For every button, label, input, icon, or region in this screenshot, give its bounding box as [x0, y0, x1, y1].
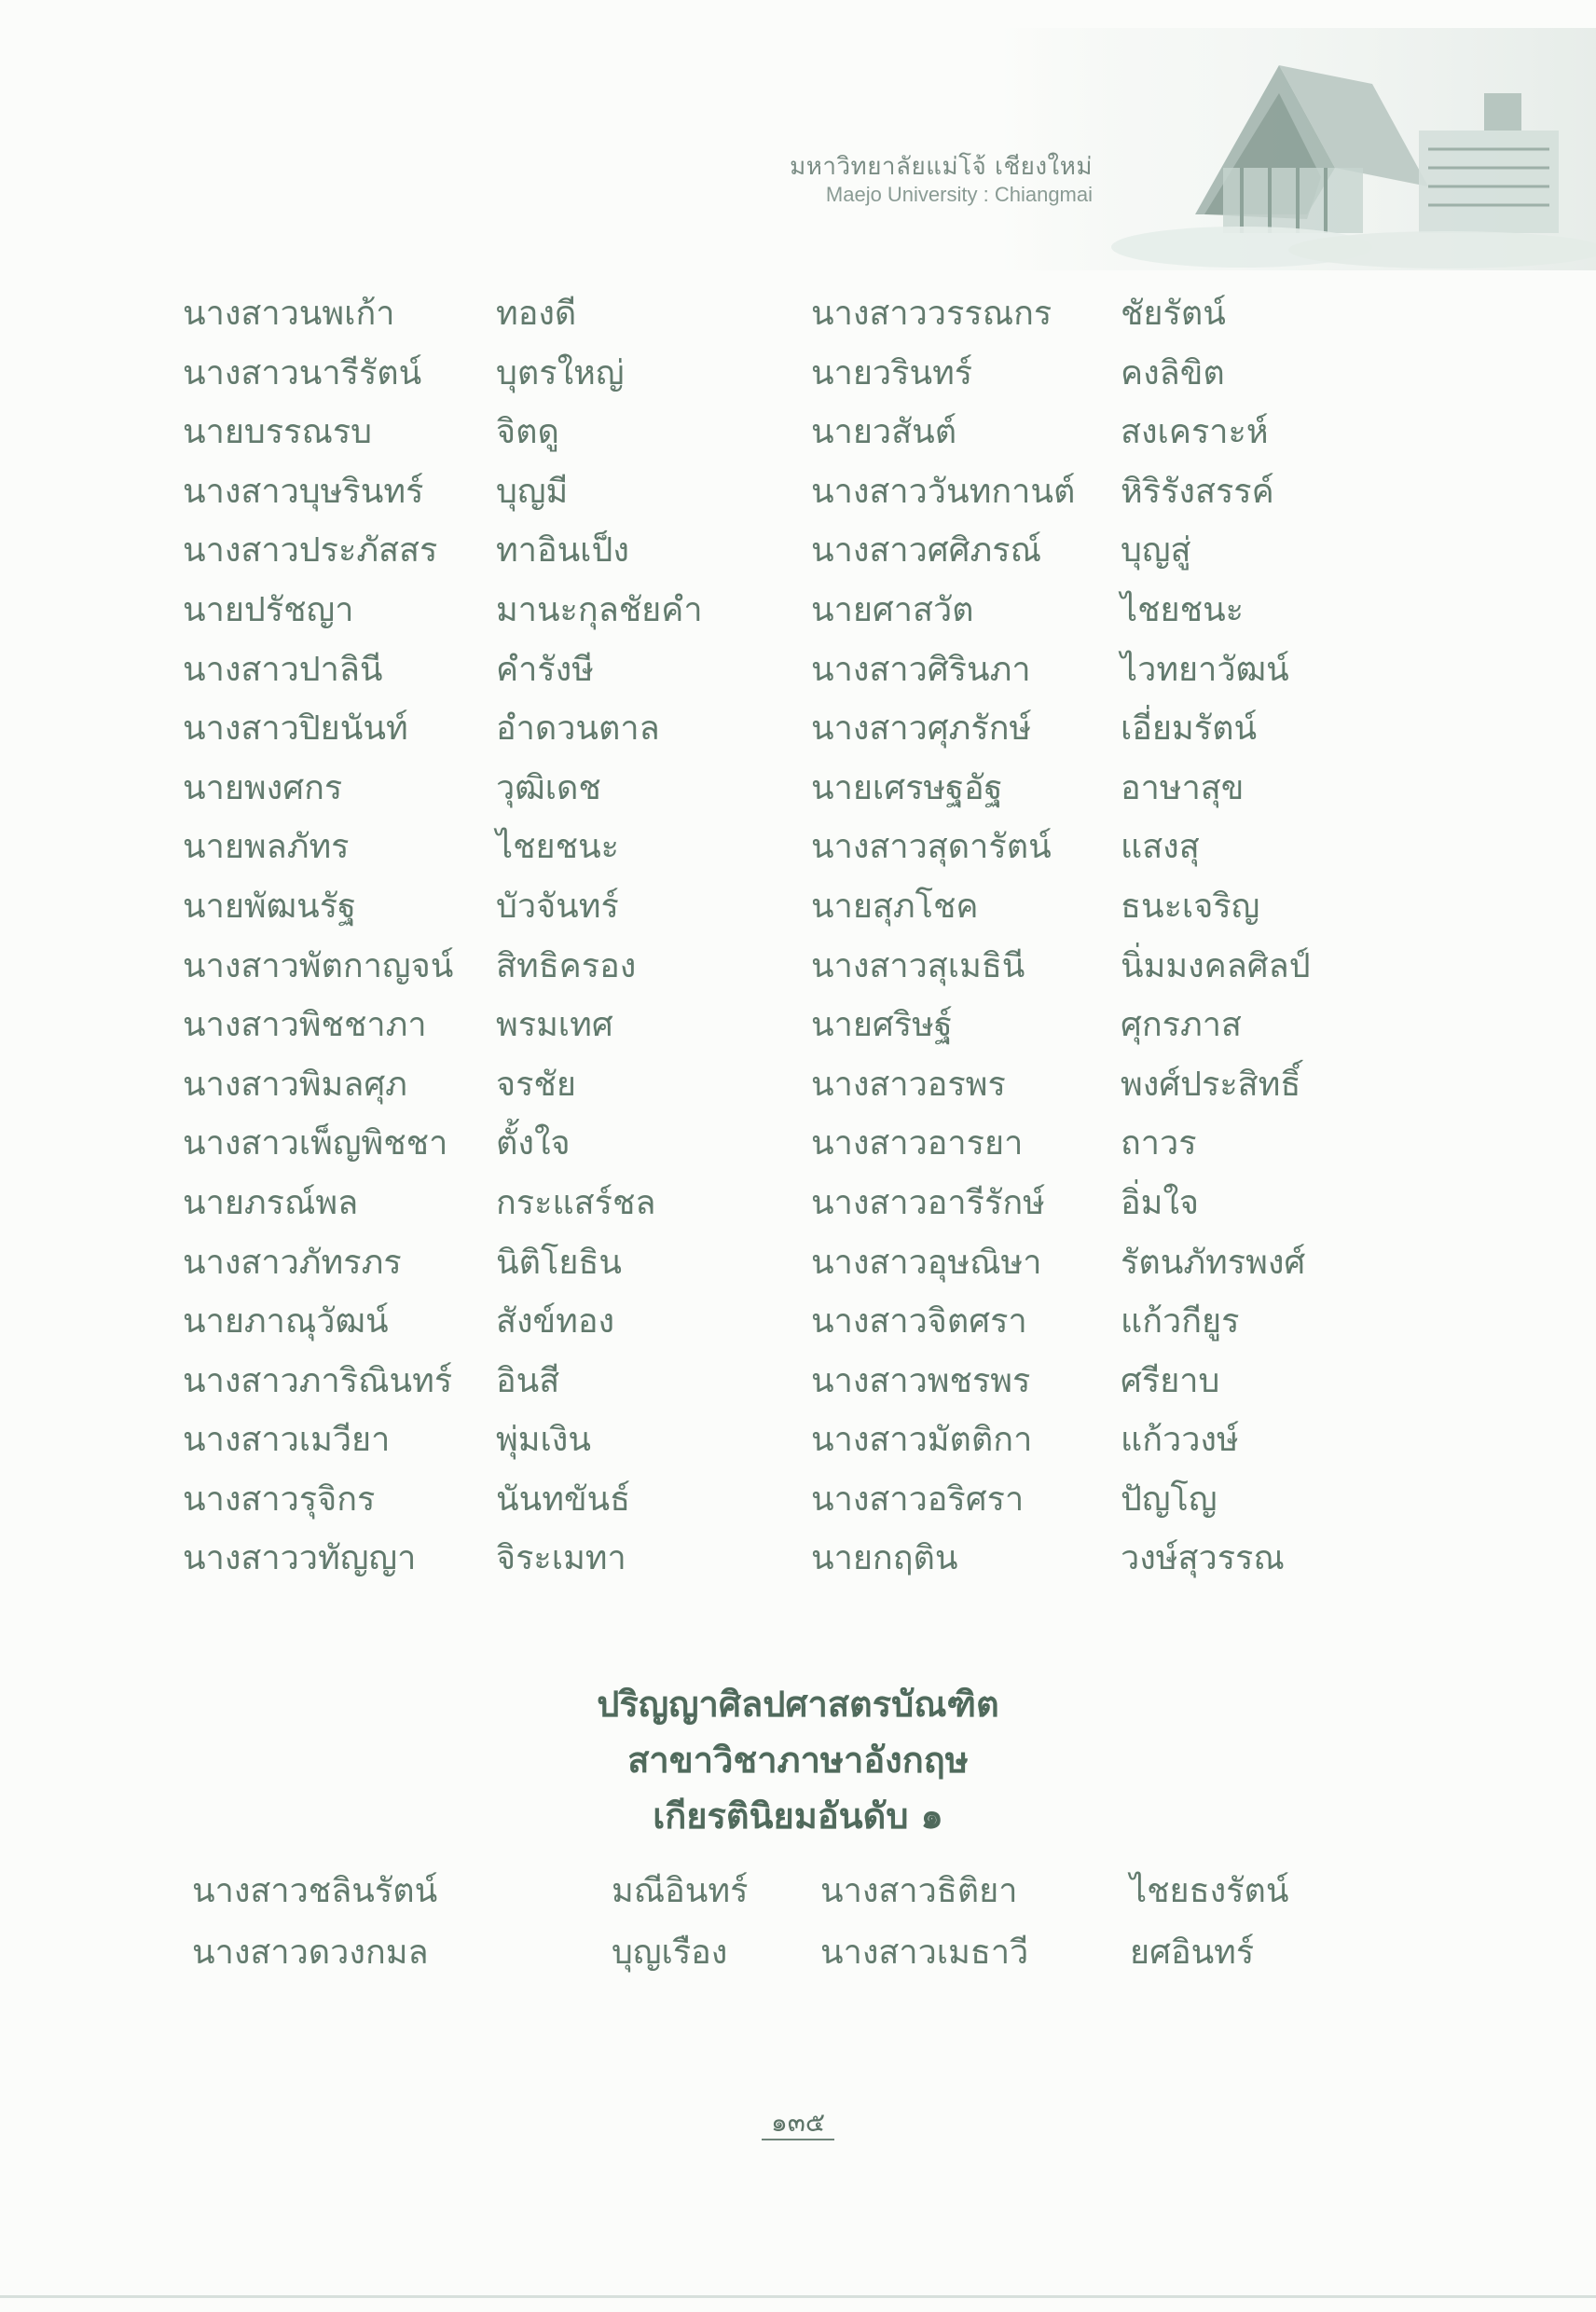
first-name: นายวสันต์ — [811, 413, 957, 452]
first-name: นางสาวศุภรักษ์ — [811, 709, 1032, 749]
last-name: พงศ์ประสิทธิ์ — [1121, 1065, 1301, 1104]
last-name: มณีอินทร์ — [612, 1872, 749, 1910]
last-name: บุญเรือง — [612, 1934, 728, 1972]
last-name: บุตรใหญ่ — [496, 353, 625, 392]
last-name: ถาวร — [1121, 1124, 1197, 1163]
last-name: นิ่มมงคลศิลป์ — [1121, 946, 1311, 985]
last-name: สังข์ทอง — [496, 1302, 615, 1342]
last-name: ไชยธงรัตน์ — [1130, 1872, 1289, 1910]
first-name: นางสาวนพเก้า — [183, 295, 395, 333]
page-number-text: ๑๓๕ — [762, 2107, 834, 2140]
bottom-divider — [0, 2295, 1596, 2298]
last-name: วุฒิเดช — [496, 768, 601, 807]
last-name: ทองดี — [496, 295, 577, 333]
last-name: ศุกรภาส — [1121, 1006, 1242, 1045]
first-name: นางสาวประภัสสร — [183, 531, 438, 571]
page-number — [0, 2107, 1596, 2140]
name-row — [0, 764, 1596, 823]
first-name: นางสาวอริศรา — [811, 1479, 1025, 1519]
first-name: นางสาวบุษรินทร์ — [183, 472, 424, 511]
last-name: แสงสุ — [1121, 828, 1200, 867]
first-name: นางสาวเพ็ญพิชชา — [183, 1124, 448, 1163]
last-name: วงษ์สุวรรณ — [1121, 1539, 1285, 1578]
last-name: กระแสร์ชล — [496, 1183, 656, 1222]
last-name: ปัญโญ — [1121, 1479, 1218, 1519]
last-name: นันทขันธ์ — [496, 1479, 631, 1519]
honors-name-list — [0, 1866, 1596, 1989]
last-name: รัตนภัทรพงศ์ — [1121, 1243, 1306, 1282]
first-name: นายสุภโชค — [811, 887, 979, 926]
last-name: สงเคราะห์ — [1121, 413, 1269, 452]
first-name: นายภรณ์พล — [183, 1183, 359, 1222]
first-name: นายวรินทร์ — [811, 353, 973, 392]
name-row — [0, 1297, 1596, 1356]
name-row — [0, 882, 1596, 942]
last-name: บุญมี — [496, 472, 569, 511]
name-row — [0, 645, 1596, 705]
last-name: ไชยชนะ — [496, 828, 620, 867]
first-name: นางสาวชลินรัตน์ — [192, 1872, 438, 1910]
university-name-thai: มหาวิทยาลัยแม่โจ้ เชียงใหม่ — [790, 153, 1093, 181]
last-name: บัวจันทร์ — [496, 887, 619, 926]
name-row — [0, 1119, 1596, 1178]
first-name: นางสาวเมธาวี — [820, 1934, 1029, 1972]
last-name: แก้วกียูร — [1121, 1302, 1240, 1342]
last-name: ยศอินทร์ — [1130, 1934, 1255, 1972]
last-name: สิทธิครอง — [496, 946, 637, 985]
name-row — [0, 1178, 1596, 1238]
first-name: นางสาวภาริณินทร์ — [183, 1361, 453, 1400]
first-name: นางสาววันทกานต์ — [811, 472, 1076, 511]
name-row — [0, 1415, 1596, 1475]
name-row — [0, 585, 1596, 645]
last-name: ไชยชนะ — [1121, 590, 1245, 629]
first-name: นายศริษฐ์ — [811, 1006, 953, 1045]
first-name: นายศาสวัต — [811, 590, 974, 629]
first-name: นางสาวพิชชาภา — [183, 1006, 427, 1045]
first-name: นางสาวมัตติกา — [811, 1421, 1033, 1460]
last-name: เอี่ยมรัตน์ — [1121, 709, 1258, 749]
name-row — [0, 1475, 1596, 1534]
name-row — [0, 349, 1596, 408]
last-name: อำดวนตาล — [496, 709, 660, 749]
last-name: พรมเทศ — [496, 1006, 613, 1045]
last-name: ไวทยาวัฒน์ — [1121, 650, 1289, 689]
last-name: จิตดู — [496, 413, 559, 452]
honors-title: เกียรตินิยมอันดับ ๑ — [653, 1796, 943, 1837]
first-name: นางสาวพชรพร — [811, 1361, 1031, 1400]
last-name: ทาอินเป็ง — [496, 531, 629, 571]
name-row — [0, 704, 1596, 764]
first-name: นางสาวนารีรัตน์ — [183, 353, 422, 392]
major-title: สาขาวิชาภาษาอังกฤษ — [627, 1740, 969, 1781]
first-name: นางสาวภัทรภร — [183, 1243, 402, 1282]
name-row — [0, 1238, 1596, 1298]
first-name: นายพัฒนรัฐ — [183, 887, 356, 926]
first-name: นางสาวอุษณิษา — [811, 1243, 1042, 1282]
last-name: นิติโยธิน — [496, 1243, 622, 1282]
last-name: หิริรังสรรค์ — [1121, 472, 1274, 511]
last-name: มานะกุลชัยคำ — [496, 590, 703, 629]
last-name: จรชัย — [496, 1065, 576, 1104]
last-name: อินสี — [496, 1361, 560, 1400]
name-row — [0, 942, 1596, 1001]
first-name: นางสาวพัตกาญจน์ — [183, 946, 454, 985]
first-name: นางสาวสุเมธินี — [811, 946, 1025, 985]
first-name: นางสาวศศิภรณ์ — [811, 531, 1041, 571]
first-name: นางสาวอรพร — [811, 1065, 1006, 1104]
first-name: นางสาวอารีรักษ์ — [811, 1183, 1045, 1222]
first-name: นางสาวธิติยา — [820, 1872, 1018, 1910]
last-name: ชัยรัตน์ — [1121, 295, 1226, 333]
first-name: นางสาวศิรินภา — [811, 650, 1031, 689]
first-name: นายภาณุวัฒน์ — [183, 1302, 389, 1342]
last-name: ตั้งใจ — [496, 1124, 571, 1163]
name-row — [0, 1000, 1596, 1060]
first-name: นางสาวจิตศรา — [811, 1302, 1027, 1342]
first-name: นายพงศกร — [183, 768, 343, 807]
last-name: คำรังษี — [496, 650, 594, 689]
first-name: นางสาวดวงกมล — [192, 1934, 429, 1972]
first-name: นางสาวปิยนันท์ — [183, 709, 408, 749]
name-row — [0, 1928, 1596, 1989]
first-name: นางสาววทัญญา — [183, 1539, 417, 1578]
first-name: นางสาวเมวียา — [183, 1421, 391, 1460]
last-name: คงลิขิต — [1121, 353, 1225, 392]
first-name: นายกฤติน — [811, 1539, 958, 1578]
name-row — [0, 467, 1596, 527]
first-name: นางสาวอารยา — [811, 1124, 1024, 1163]
name-row — [0, 1866, 1596, 1928]
name-row — [0, 526, 1596, 585]
name-row — [0, 407, 1596, 467]
name-row — [0, 289, 1596, 349]
last-name: อาษาสุข — [1121, 768, 1245, 807]
first-name: นางสาวพิมลศุภ — [183, 1065, 407, 1104]
last-name: ธนะเจริญ — [1121, 887, 1260, 926]
page-header — [0, 0, 1596, 280]
first-name: นายปรัชญา — [183, 590, 354, 629]
graduate-name-list — [0, 289, 1596, 1593]
name-row — [0, 1060, 1596, 1120]
first-name: นางสาวรุจิกร — [183, 1479, 376, 1519]
first-name: นางสาววรรณกร — [811, 295, 1053, 333]
name-row — [0, 1534, 1596, 1593]
last-name: ศรียาบ — [1121, 1361, 1220, 1400]
first-name: นายบรรณรบ — [183, 413, 373, 452]
last-name: บุญสู่ — [1121, 531, 1191, 571]
first-name: นายเศรษฐอัฐ — [811, 768, 1003, 807]
last-name: จิระเมทา — [496, 1539, 626, 1578]
last-name: แก้ววงษ์ — [1121, 1421, 1239, 1460]
name-row — [0, 822, 1596, 882]
last-name: อิ่มใจ — [1121, 1183, 1200, 1222]
last-name: พุ่มเงิน — [496, 1421, 591, 1460]
first-name: นายพลภัทร — [183, 828, 350, 867]
degree-title: ปริญญาศิลปศาสตรบัณฑิต — [597, 1684, 999, 1725]
name-row — [0, 1356, 1596, 1416]
university-name-english: Maejo University : Chiangmai — [825, 183, 1093, 206]
first-name: นางสาวสุดารัตน์ — [811, 828, 1052, 867]
first-name: นางสาวปาลินี — [183, 650, 383, 689]
